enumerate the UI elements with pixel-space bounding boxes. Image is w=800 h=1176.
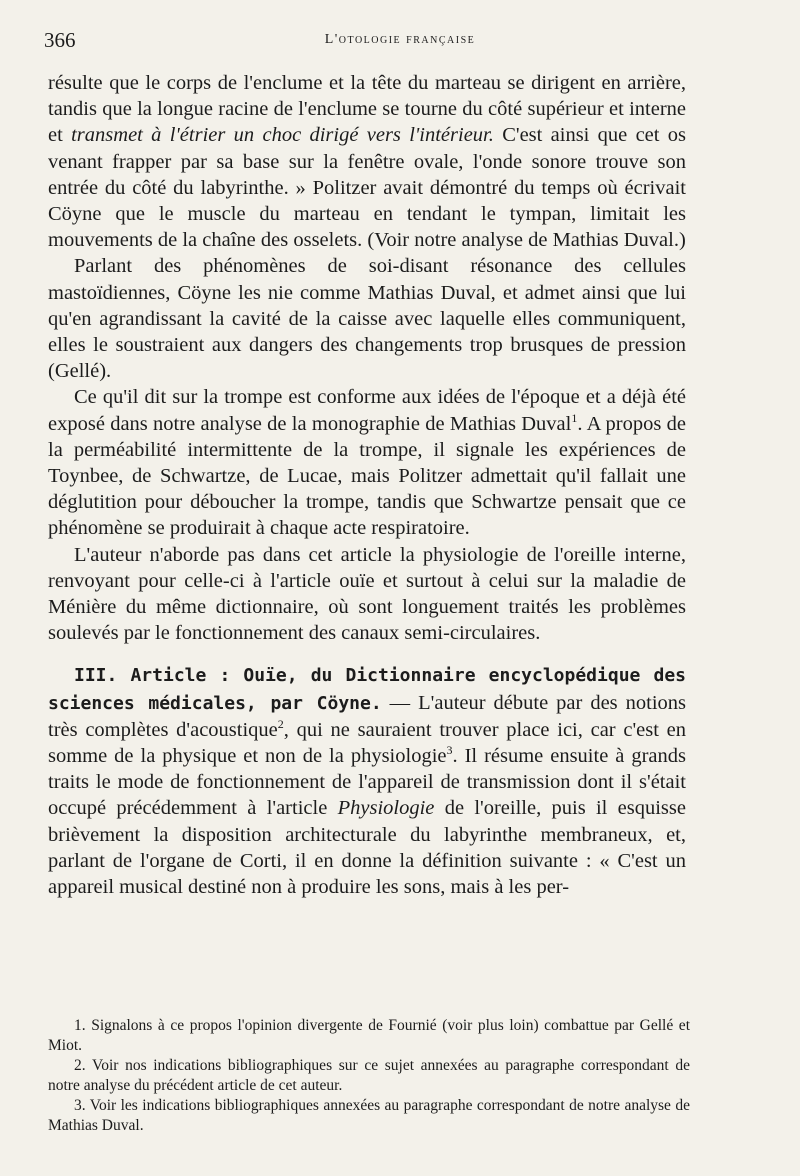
section-iii: III. Article : Ouïe, du Dictionnaire encyclopédique des sciences médicales, par Cöyne. — L'auteur débute par des notions très complètes d'acoustique$^2$, qui ne sauraient trouver place ici, car c'est en somme de la physique et non de la physiologie$^3$. Il résume ensuite à grands traits le mode de fonctionnement de l'appareil de transmission dont il s'était occupé précédemment à l'article Physiologie de l'oreille, puis il esquisse brièvement la disposition architecturale du labyrinthe membraneux, et, parlant de l'organe de Corti, il en donne la définition suivante : « C'est un appareil musical destiné non à produire les sons, mais à les per- [48, 665, 686, 899]
footnote-2: 2. Voir nos indications bibliographiques sur ce sujet annexées au paragraphe correspondant de notre analyse du précédent article de cet auteur. [48, 1057, 690, 1094]
footnote-ref-1: 1 [571, 410, 578, 425]
paragraph-1: résulte que le corps de l'enclume et la tête du marteau se dirigent en arrière, tandis que la longue racine de l'enclume se tourne du côté supérieur et interne et transmet à l'étrier un choc dirigé vers l'intérieur. C'est ainsi que cet os venant frapper par sa base sur la fenêtre ovale, l'onde sonore trouve son entrée du côté du labyrinthe. » Politzer avait démontré du temps où écrivait Cöyne que le muscle du marteau en tendant le tympan, limitait les mouvements de la chaîne des osselets. (Voir notre analyse de Mathias Duval.) [48, 72, 687, 252]
page-number: 366 [44, 28, 76, 52]
section-heading: III. Article : Ouïe, du Dictionnaire encyclopédique des sciences médicales, par Cöyne. [48, 665, 686, 714]
footnote-3: 3. Voir les indications bibliographiques annexées au paragraphe correspondant de notre analyse de Mathias Duval. [48, 1097, 690, 1134]
body-text [48, 70, 686, 900]
running-title: L'otologie française [324, 32, 476, 47]
paragraph-4: L'auteur n'aborde pas dans cet article la physiologie de l'oreille interne, renvoyant pour celle-ci à l'article ouïe et surtout à celui sur la maladie de Ménière du même dictionnaire, où sont longuement traités les problèmes soulevés par le fonctionnement des canaux semi-circulaires. [48, 543, 686, 645]
footnote-1: 1. Signalons à ce propos l'opinion divergente de Fournié (voir plus loin) combattue par Gellé et Miot. [48, 1017, 690, 1054]
page-header [44, 28, 756, 56]
footnote-ref-2: 2 [277, 717, 284, 732]
footnote-ref-3: 3 [446, 743, 453, 758]
paragraph-2: Parlant des phénomènes de soi-disant résonance des cellules mastoïdiennes, Cöyne les nie comme Mathias Duval, et admet ainsi que lui qu'en agrandissant la cavité de la caisse avec laquelle elles communiquent, elles le soustraient aux dangers des changements trop brusques de pression (Gellé). [48, 255, 686, 383]
footnotes [48, 1016, 690, 1136]
paragraph-3: Ce qu'il dit sur la trompe est conforme aux idées de l'époque et a déjà été exposé dans notre analyse de la monographie de Mathias Duval$^1$. A propos de la perméabilité intermittente de la trompe, il signale les expériences de Toynbee, de Schwartze, de Lucae, mais Politzer admettait qu'il fallait une déglutition pour déboucher la trompe, tandis que Schwartze pensait que ce phénomène se produirait à chaque acte respiratoire. [48, 386, 686, 540]
